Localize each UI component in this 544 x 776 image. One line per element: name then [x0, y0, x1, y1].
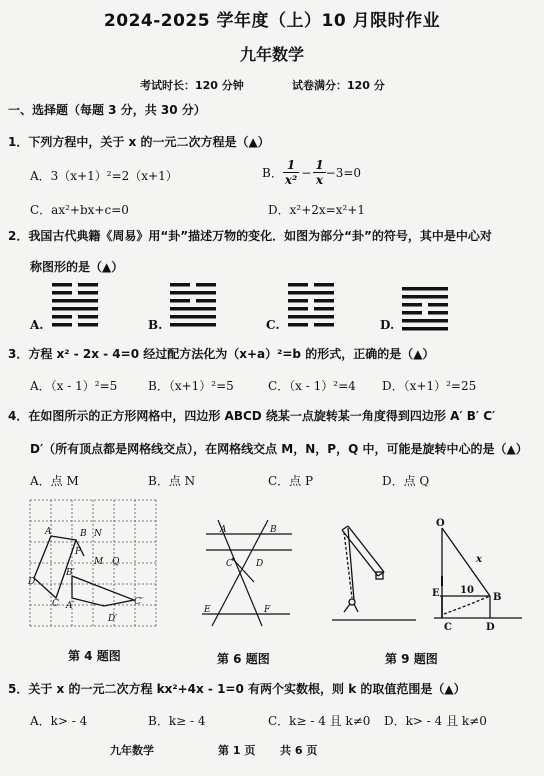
q4-stem-line1: 4．在如图所示的正方形网格中，四边形 ABCD 绕某一点旋转某一角度得到四边形 A′ B′ C′ [8, 409, 496, 423]
q1-option-a: A．3（x+1）²=2（x+1） [30, 169, 178, 183]
fig4-label-q: Q [112, 557, 120, 567]
q3-stem: 3．方程 x² - 2x - 4=0 经过配方法化为（x+a）²=b 的形式，正确的是（▲） [8, 347, 435, 361]
exam-time: 考试时长：120 分钟 [140, 79, 244, 92]
fig9-label-b: B [493, 592, 502, 603]
fig6-figure [198, 516, 294, 636]
footer-page: 第 1 页 [218, 744, 256, 757]
fig9-label-e: E [432, 588, 440, 599]
page-subtitle: 九年数学 [239, 45, 304, 64]
fig4-label-d: D [28, 577, 36, 587]
fig4-grid-figure [28, 496, 164, 632]
q1-frac1-den: x² [284, 173, 298, 187]
fig4-label-a: A [45, 527, 52, 537]
q1-frac2-den: x [315, 173, 324, 187]
q1-option-b [262, 158, 361, 187]
fig6-label-d: D [256, 559, 264, 569]
q4-stem-line2: D′（所有顶点都是网格线交点），在网格线交点 M，N，P，Q 中，可能是旋转中心的是（▲） [30, 442, 528, 456]
q5-option-b: B．k≥ - 4 [148, 714, 206, 728]
q3-option-a: A．（x - 1）²=5 [30, 379, 118, 393]
q1-frac1-num: 1 [283, 158, 299, 173]
q4-option-c: C．点 P [268, 474, 314, 488]
q1-frac2-num: 1 [315, 158, 324, 172]
fig4-label-ap: A′ [66, 601, 75, 611]
fig4-label-c: C [52, 599, 59, 609]
fig9-label-x: x [476, 554, 482, 565]
q3-option-b: B．（x+1）²=5 [148, 379, 234, 393]
footer-subject: 九年数学 [110, 744, 154, 757]
page-title: 2024-2025 学年度（上）10 月限时作业 [103, 11, 441, 31]
q1-option-b-minus: − [301, 165, 312, 180]
q5-option-d: D．k> - 4 且 k≠0 [384, 714, 487, 728]
q2-option-b-label: B. [148, 318, 163, 332]
q2-option-c-label: C. [266, 318, 280, 332]
q1-option-d: D．x²+2x=x²+1 [268, 203, 365, 217]
fig4-label-bp: B′ [66, 568, 75, 578]
q2-hexagram-b [170, 283, 220, 329]
section-heading: 一、选择题（每题 3 分，共 30 分） [8, 103, 206, 117]
q3-option-d: D．（x+1）²=25 [382, 379, 477, 393]
fig9-label-o: O [436, 518, 445, 529]
fig6-label-b: B [270, 525, 277, 535]
fig-arm-drawing [328, 520, 418, 624]
q2-option-a-label: A. [30, 318, 44, 332]
fig4-caption: 第 4 题图 [68, 649, 121, 663]
q2-hexagram-c [288, 283, 338, 329]
fig9-label-d: D [486, 622, 495, 633]
fig6-label-f: F [264, 605, 271, 615]
q1-stem: 1．下列方程中，关于 x 的一元二次方程是（▲） [8, 135, 270, 149]
q1-option-b-frac2 [313, 158, 325, 187]
full-score: 试卷满分：120 分 [292, 79, 385, 92]
fig9-figure [430, 516, 534, 634]
fig4-label-n: N [94, 529, 102, 539]
q4-option-b: B．点 N [148, 474, 196, 488]
fig9-label-c: C [444, 622, 452, 633]
q4-option-d: D．点 Q [382, 474, 430, 488]
q2-hexagram-a [52, 283, 102, 329]
q1-option-b-prefix: B． [262, 166, 283, 180]
fig6-caption: 第 6 题图 [217, 652, 270, 666]
fig9-caption: 第 9 题图 [385, 652, 438, 666]
fig4-label-dp: D′ [108, 614, 118, 624]
q2-option-d-label: D. [380, 318, 395, 332]
q3-option-c: C．（x - 1）²=4 [268, 379, 356, 393]
fig4-label-m: M [94, 557, 104, 567]
q2-stem-line2: 称图形的是（▲） [30, 260, 124, 274]
fig6-label-e: E [204, 605, 211, 615]
q5-option-c: C．k≥ - 4 且 k≠0 [268, 714, 371, 728]
q2-stem-line1: 2．我国古代典籍《周易》用“卦”描述万物的变化．如图为部分“卦”的符号，其中是中心对 [8, 229, 492, 243]
q1-option-b-suffix: −3=0 [325, 165, 362, 180]
q1-option-b-frac1 [283, 158, 299, 187]
fig9-label-ten: 10 [460, 585, 474, 596]
fig6-label-c: C [226, 559, 233, 569]
footer-total: 共 6 页 [280, 744, 318, 757]
fig6-label-a: A [220, 525, 227, 535]
q4-option-a: A．点 M [30, 474, 79, 488]
q1-option-c: C．ax²+bx+c=0 [30, 203, 129, 217]
q5-option-a: A．k> - 4 [30, 714, 88, 728]
q2-hexagram-d [402, 287, 452, 331]
q5-stem: 5．关于 x 的一元二次方程 kx²+4x - 1=0 有两个实数根，则 k 的取值范围是（▲） [8, 682, 466, 696]
fig4-label-p: P [75, 547, 82, 557]
fig4-label-b: B [80, 529, 87, 539]
fig4-label-cp: C′ [134, 597, 143, 607]
